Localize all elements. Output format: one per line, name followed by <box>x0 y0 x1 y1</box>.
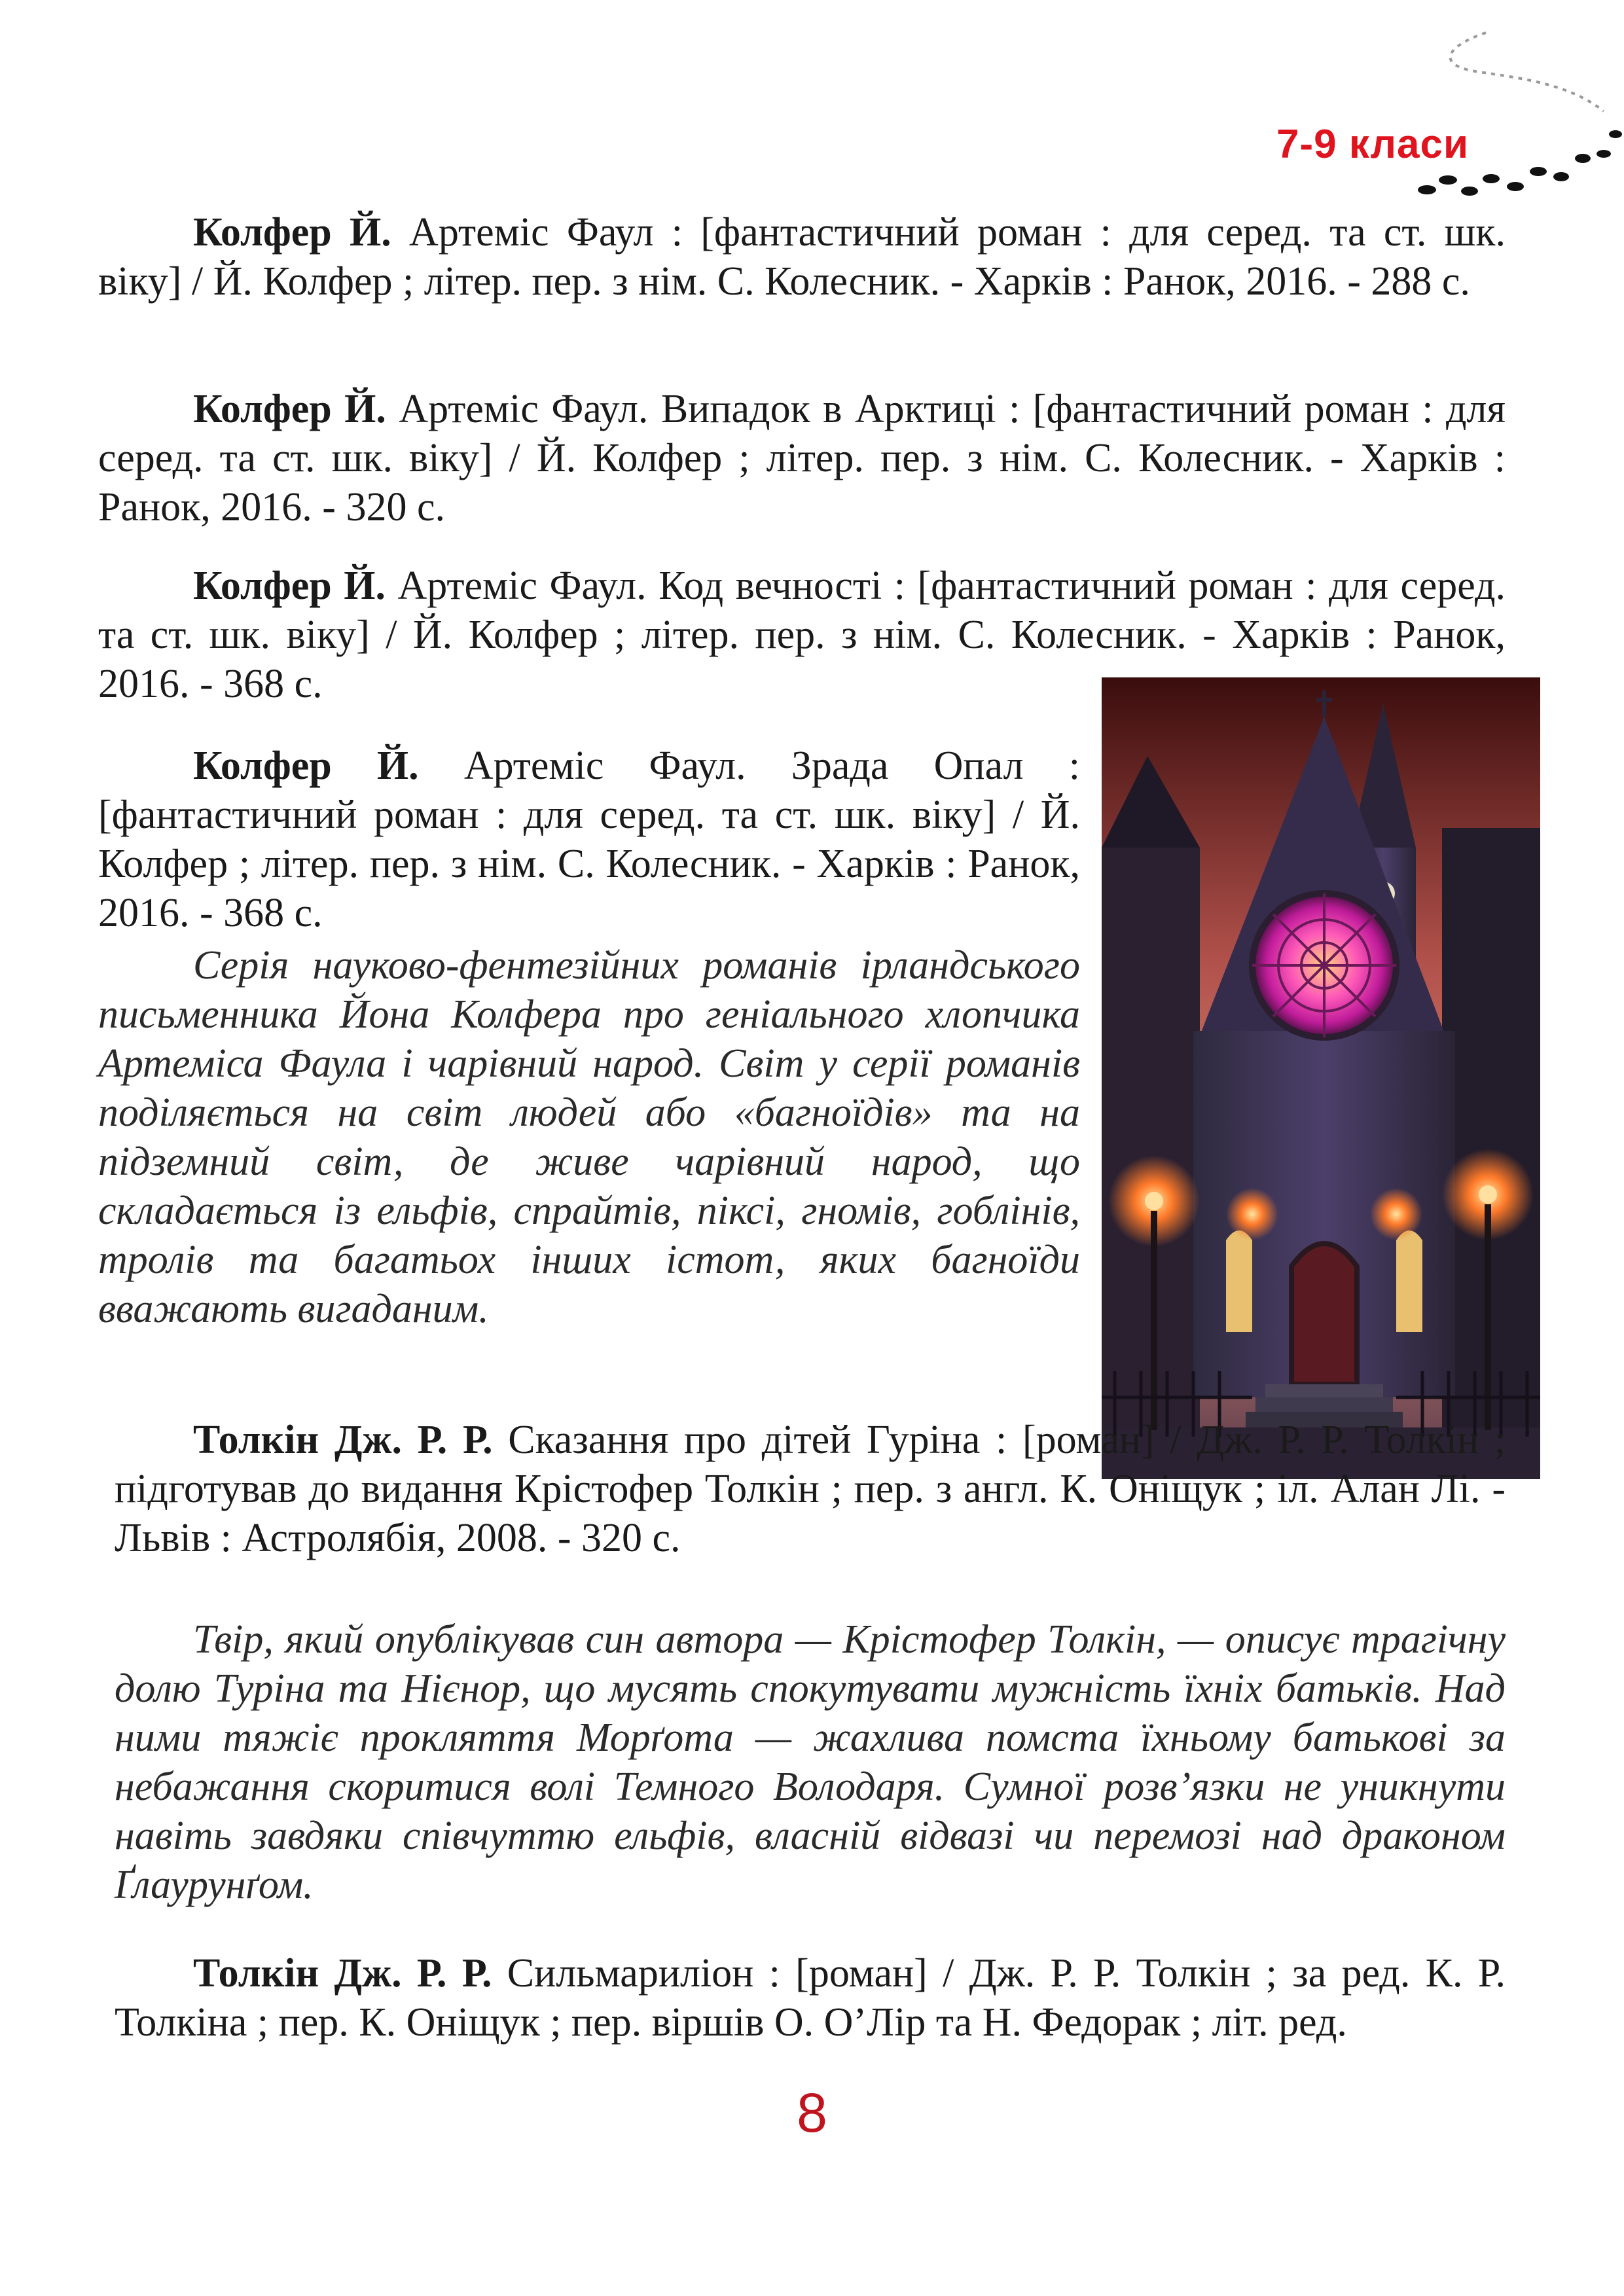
bibliography-entry <box>98 208 1506 306</box>
page-number: 8 <box>797 2082 827 2144</box>
annotation-text: Твір, який опублікував син автора — Крістофер Толкін, — описує трагічну долю Туріна та Нієнор, що мусять спокутувати мужність їхніх батьків. Над ними тяжіє прокляття Морґота — жахлива помста їхньому батькові за небажання скоритися волі Темного Володаря. Сумної розв’язки не уникнути навіть завдяки співчуттю ельфів, власній відвазі чи перемозі над драконом Ґлаурунґом. <box>115 1617 1506 1907</box>
bibliography-entry <box>115 1949 1506 2047</box>
entry-text: Сильмариліон : [роман] / Дж. Р. Р. Толкін ; за ред. К. Р. Толкіна ; пер. К. Оніщук ; пер. віршів О. О’Лір та Н. Федорак ; літ. ред. <box>115 1951 1506 2045</box>
grade-label: 7-9 класи <box>1276 122 1470 167</box>
footprints-decoration-icon <box>1407 20 1624 216</box>
entry-author: Толкін Дж. Р. Р. <box>193 1418 493 1462</box>
bibliography-entry <box>115 1416 1506 1563</box>
entry-text: Артеміс Фаул. Випадок в Арктиці : [фантастичний роман : для серед. та ст. шк. віку] / Й. Колфер ; літер. пер. з нім. С. Колесник. - Харків : Ранок, 2016. - 320 с. <box>98 387 1506 529</box>
bibliography-entry <box>98 385 1506 532</box>
bibliography-entry <box>98 742 1080 938</box>
entry-author: Колфер Й. <box>193 744 419 788</box>
entry-author: Колфер Й. <box>193 387 386 431</box>
gothic-church-illustration-icon <box>1102 677 1540 1479</box>
annotation-text: Серія науково-фентезійних романів ірландського письменника Йона Колфера про геніального хлопчика Артеміса Фаула і чарівний народ. Світ у серії романів поділяється на світ людей або «багноїдів» та на підземний світ, де живе чарівний народ, що складається із ельфів, спрайтів, піксі, гномів, гоблінів, тролів та багатьох інших істот, яких багноїди вважають вигаданим. <box>98 943 1080 1331</box>
entry-text: Артеміс Фаул. Код вечності : [фантастичний роман : для серед. та ст. шк. віку] / Й. Колфер ; літер. пер. з нім. С. Колесник. - Харків : Ранок, 2016. - 368 с. <box>98 564 1506 706</box>
entry-text: Артеміс Фаул : [фантастичний роман : для серед. та ст. шк. віку] / Й. Колфер ; літер. пер. з нім. С. Колесник. - Харків : Ранок, 2016. - 288 с. <box>98 210 1506 304</box>
entry-text: Сказання про дітей Гуріна : [роман] / Дж. Р. Р. Толкін ; підготував до видання Крістофер Толкін ; пер. з англ. К. Оніщук ; іл. Алан Лі. - Львів : Астролябія, 2008. - 320 с. <box>115 1418 1506 1560</box>
entry-author: Колфер Й. <box>193 564 386 608</box>
entry-author: Толкін Дж. Р. Р. <box>193 1951 492 1996</box>
entry-text: Артеміс Фаул. Зрада Опал : [фантастичний роман : для серед. та ст. шк. віку] / Й. Колфер ; літер. пер. з нім. С. Колесник. - Харків : Ранок, 2016. - 368 с. <box>98 744 1080 935</box>
entry-author: Колфер Й. <box>193 210 391 255</box>
